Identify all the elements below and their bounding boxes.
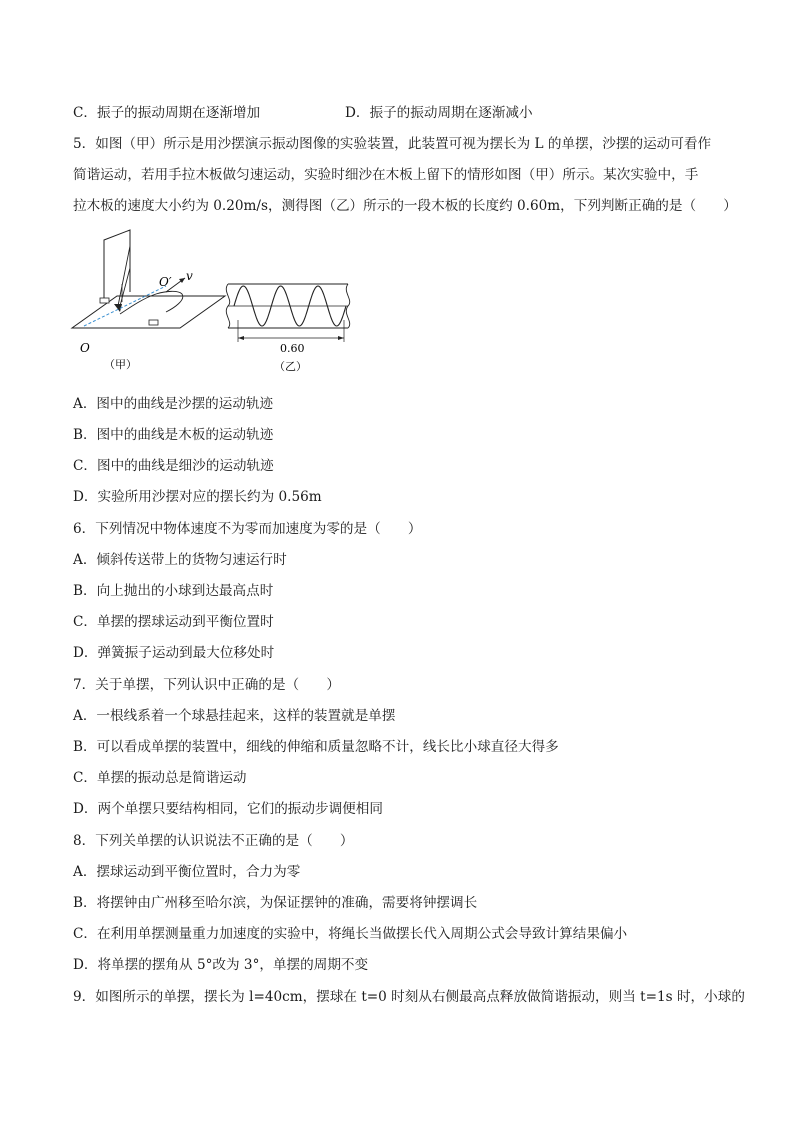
label-o: O [80,341,90,355]
caption-yi: （乙） [274,360,307,373]
q6-option-c: C．单摆的摆球运动到平衡位置时 [73,614,274,630]
q8-option-d: D．将单摆的摆角从 5°改为 3°，单摆的周期不变 [73,957,369,973]
q8-stem: 8．下列关单摆的认识说法不正确的是（ ） [73,833,354,849]
figure-yi [226,284,349,373]
q7-stem: 7．关于单摆，下列认识中正确的是（ ） [73,677,340,693]
q6-stem: 6．下列情况中物体速度不为零而加速度为零的是（ ） [73,521,422,537]
wooden-board [72,296,225,328]
label-o-prime: O′ [159,275,172,289]
figure-jia [72,230,225,371]
q6-option-a: A．倾斜传送带上的货物匀速运行时 [73,552,287,568]
q7-option-a: A．一根线系着一个球悬挂起来，这样的装置就是单摆 [73,708,396,724]
caption-jia: （甲） [104,358,137,371]
q5-figure-svg [70,228,360,378]
q5-figure [70,228,360,378]
q8-option-c: C．在利用单摆测量重力加速度的实验中，将绳长当做摆长代入周期公式会导致计算结果偏小 [73,926,628,942]
q8-option-b: B．将摆钟由广州移至哈尔滨，为保证摆钟的准确，需要将钟摆调长 [73,895,478,911]
q5-option-b: B．图中的曲线是木板的运动轨迹 [73,427,274,443]
option-d: D．振子的振动周期在逐渐减小 [345,105,533,121]
label-v: v [186,269,193,283]
q6-option-d: D．弹簧振子运动到最大位移处时 [73,645,275,661]
frame-foot [100,298,109,303]
frame-foot [149,320,158,325]
q7-option-d: D．两个单摆只要结构相同，它们的振动步调便相同 [73,801,383,817]
dimension-label: 0.60 [280,342,305,355]
q6-option-b: B．向上抛出的小球到达最高点时 [73,583,274,599]
q5-option-c: C．图中的曲线是细沙的运动轨迹 [73,458,274,474]
q9-stem: 9．如图所示的单摆，摆长为 l=40cm，摆球在 t=0 时刻从右侧最高点释放做简谐振动，则当 t=1s 时，小球的 [73,989,745,1005]
q5-option-a: A．图中的曲线是沙摆的运动轨迹 [73,396,274,412]
q7-option-c: C．单摆的振动总是简谐运动 [73,770,247,786]
option-c: C．振子的振动周期在逐渐增加 [73,105,261,121]
q8-option-a: A．摆球运动到平衡位置时，合力为零 [73,864,301,880]
q5-stem-line3: 拉木板的速度大小约为 0.20m/s，测得图（乙）所示的一段木板的长度约 0.60m，下列判断正确的是（ ） [73,198,737,214]
q5-option-d: D．实验所用沙摆对应的摆长约为 0.56m [73,489,322,505]
q7-option-b: B．可以看成单摆的装置中，细线的伸缩和质量忽略不计，线长比小球直径大得多 [73,739,559,755]
q5-stem-line1: 5．如图（甲）所示是用沙摆演示振动图像的实验装置，此装置可视为摆长为 L 的单摆，沙摆的运动可看作 [73,136,712,152]
q5-stem-line2: 简谐运动，若用手拉木板做匀速运动，实验时细沙在木板上留下的情形如图（甲）所示。某次实验中，手 [73,167,699,183]
